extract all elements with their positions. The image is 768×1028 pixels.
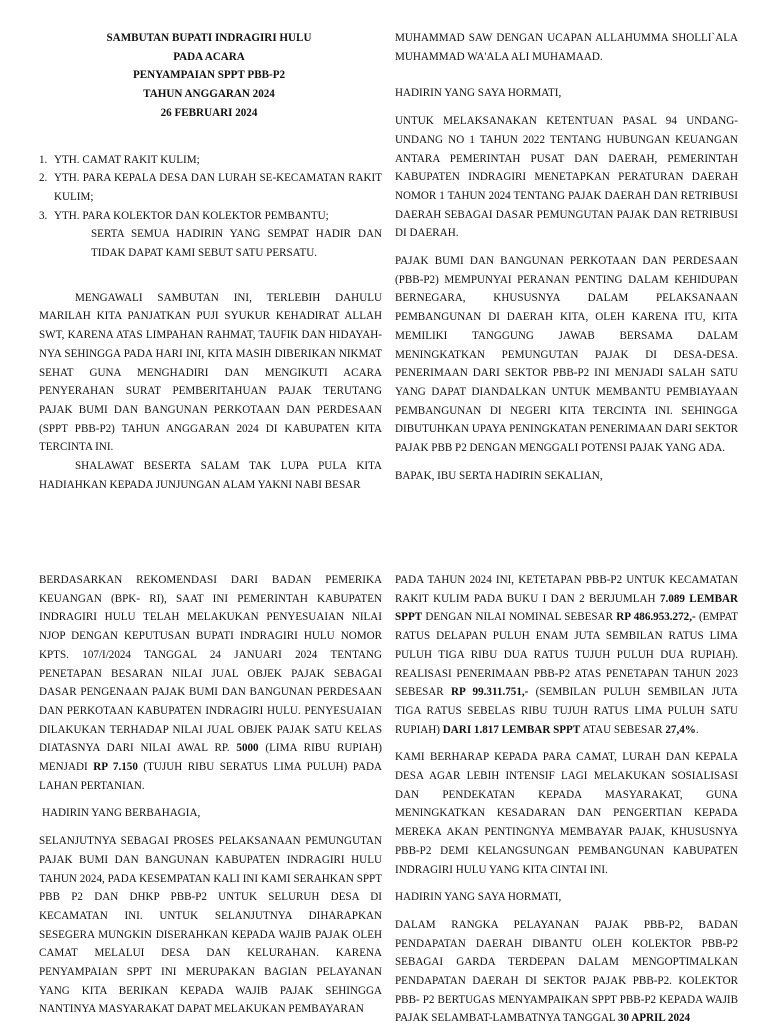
greeting-honored-2: HADIRIN YANG SAYA HORMATI, [395, 891, 562, 904]
recipient-item [39, 207, 382, 226]
page1-right-column [395, 29, 738, 485]
recipient-number: 1. [39, 153, 48, 166]
shalawat-paragraph: SHALAWAT BESERTA SALAM TAK LUPA PULA KITA HADIAHKAN KEPADA JUNJUNGAN ALAM YAKNI NABI BESAR [39, 460, 382, 491]
collector-text: DALAM RANGKA PELAYANAN PAJAK PBB-P2, BADAN PENDAPATAN DAERAH DIBANTU OLEH KOLEKTOR PBB-P2 SEBAGAI GARDA TERDEPAN DALAM MENGOPTIMALKAN PENDAPATAN DAERAH DI SEKTOR PAJAK PBB-P2. KOLEKTOR PBB- P2 BERTUGAS MENYAMPAIKAN SPPT PBB-P2 KEPADA WAJIB PAJAK SELAMBAT-LAMBATNYA TANGGAL [395, 918, 738, 1025]
assessment-text: (SEMBILAN PULUH SEMBILAN JUTA TIGA RATUS SEBELAS RIBU TUJUH RATUS LIMA PULUH SATU RUPIAH) [395, 686, 738, 736]
recipient-number: 3. [39, 209, 48, 222]
njop-text: (LIMA RIBU RUPIAH) MENJADI [39, 742, 382, 774]
speech-header [36, 29, 382, 123]
recipient-text: YTH. PARA KEPALA DESA DAN LURAH SE-KECAMATAN RAKIT KULIM; [54, 172, 382, 203]
header-line-3: PENYAMPAIAN SPPT PBB-P2 [132, 69, 286, 82]
deadline-date: 30 APRIL 2024 [617, 1012, 691, 1025]
recipient-text: YTH. PARA KOLEKTOR DAN KOLEKTOR PEMBANTU; [54, 209, 329, 222]
recipient-number: 2. [39, 172, 48, 185]
realization-sppt-count: DARI 1.817 LEMBAR SPPT [442, 723, 581, 736]
handover-paragraph: SELANJUTNYA SEBAGAI PROSES PELAKSANAAN PEMUNGUTAN PAJAK BUMI DAN BANGUNAN KABUPATEN INDRAGIRI HULU TAHUN 2024, PADA KESEMPATAN KALI INI KAMI SERAHKAN SPPT PBB P2 DAN DHKP PBB-P2 UNTUK SELURUH DESA DI KECAMATAN INI. UNTUK SELANJUTNYA DIHARAPKAN SESEGERA MUNGKIN DISERAHKAN KEPADA WAJIB PAJAK OLEH CAMAT MELALUI DESA DAN KELURAHAN. KARENA PENYAMPAIAN SPPT INI MERUPAKAN BAGIAN PELAYANAN YANG KITA BERIKAN KEPADA WAJIB PAJAK SEHINGGA NANTINYA MASYARAKAT DAPAT MELAKUKAN PEMBAYARAN [39, 835, 382, 1016]
header-line-5: 26 FEBRUARI 2024 [160, 106, 258, 119]
header-line-2: PADA ACARA [173, 50, 245, 63]
opening-paragraph: MENGAWALI SAMBUTAN INI, TERLEBIH DAHULU MARILAH KITA PANJATKAN PUJI SYUKUR KEHADIRAT ALLAH SWT, KARENA ATAS LIMPAHAN RAHMAT, TAUFIK DAN HIDAYAH-NYA SEHINGGA PADA HARI INI, KITA MASIH DIBERIKAN NIKMAT SEHAT GUNA MENGHADIRI DAN MENGIKUTI ACARA PENYERAHAN SURAT PEMBERITAHUAN PAJAK TERUTANG PAJAK BUMI DAN BANGUNAN PERKOTAAN DAN PERDESAAN (SPPT PBB-P2) TAHUN ANGGARAN 2024 DI KABUPATEN KITA TERCINTA INI. [39, 291, 382, 454]
njop-text: BERDASARKAN REKOMENDASI DARI BADAN PEMERIKA KEUANGAN (BPK- RI), SAAT INI PEMERINTAH KABUPATEN INDRAGIRI HULU TELAH MELAKUKAN PENYESUAIAN NILAI NJOP DENGAN KEPUTUSAN BUPATI INDRAGIRI HULU NOMOR KPTS. 107/I/2024 TANGGAL 24 JANUARI 2024 TENTANG PENETAPAN BESARAN NILAI JUAL OBJEK PAJAK SEBAGAI DASAR PENGENAAN PAJAK BUMI DAN BANGUNAN PERDESAAN DAN PERKOTAAN KABUPATEN INDRAGIRI HULU. PENYESUAIAN DILAKUKAN TERHADAP NILAI JUAL OBJEK PAJAK SATU KELAS DIATASNYA DARI NILAI AWAL RP. [39, 574, 382, 755]
hope-paragraph: KAMI BERHARAP KEPADA PARA CAMAT, LURAH DAN KEPALA DESA AGAR LEBIH INTENSIF LAGI MELAKUKAN SOSIALISASI DAN PENDEKATAN KEPADA MASYARAKAT, GUNA MENINGKATKAN KESADARAN DAN PENGERTIAN KEPADA MEREKA AKAN PENTINGNYA MEMBAYAR PAJAK, KHUSUSNYA PBB-P2 DEMI KELANGSUNGAN PEMBANGUNAN KABUPATEN INDRAGIRI HULU YANG KITA CINTAI INI. [395, 751, 738, 876]
realization-value: RP 99.311.751,- [451, 686, 529, 699]
njop-text: (TUJUH RIBU SERATUS LIMA PULUH) PADA LAHAN PERTANIAN. [39, 761, 382, 792]
greeting-honored: HADIRIN YANG SAYA HORMATI, [395, 87, 562, 100]
assessment-text: . [695, 723, 699, 736]
recipient-list [39, 151, 382, 226]
header-line-4: TAHUN ANGGARAN 2024 [143, 88, 275, 101]
page2-left-column [39, 571, 382, 1019]
header-line-1: SAMBUTAN BUPATI INDRAGIRI HULU [106, 32, 312, 44]
collector-paragraph [395, 916, 738, 1028]
pbb-importance-paragraph: PAJAK BUMI DAN BANGUNAN PERKOTAAN DAN PERDESAAN (PBB-P2) MEMPUNYAI PERANAN PENTING DALAM KEHIDUPAN BERNEGARA, KHUSUSNYA DALAM PELAKSANAAN PEMBANGUNAN DI DAERAH KITA, OLEH KARENA ITU, KITA MEMILIKI TANGGUNG JAWAB BERSAMA DALAM MENINGKATKAN PEMUNGUTAN PAJAK DI DESA-DESA. PENERIMAAN DARI SEKTOR PBB-P2 INI MENJADI SALAH SATU YANG DAPAT DIANDALKAN UNTUK MEMBANTU PEMBIAYAAN PEMBANGUNAN DI NEGERI KITA TERCINTA INI. SEHINGGA DIBUTUHKAN UPAYA PENINGKATAN PENERIMAAN DARI SEKTOR PAJAK PBB P2 DENGAN MENGGALI POTENSI PAJAK YANG ADA. [395, 255, 738, 455]
recipient-item [39, 151, 382, 170]
recipient-text: YTH. CAMAT RAKIT KULIM; [54, 153, 200, 166]
sppt-count: 7.089 LEMBAR SPPT [395, 592, 738, 624]
assessment-text: (EMPAT RATUS DELAPAN PULUH ENAM JUTA SEMBILAN RATUS LIMA PULUH TIGA RIBU DUA RATUS TUJUH PULUH DUA RUPIAH). REALISASI PENERIMAAN PBB-P2 ATAS PENETAPAN TAHUN 2023 SEBESAR [395, 611, 739, 699]
assessment-text: ATAU SEBESAR [580, 723, 666, 736]
nominal-value: RP 486.953.272,- [616, 611, 696, 624]
greeting-audience: BAPAK, IBU SERTA HADIRIN SEKALIAN, [395, 469, 603, 482]
njop-paragraph [39, 571, 382, 795]
assessment-text: PADA TAHUN 2024 INI, KETETAPAN PBB-P2 UNTUK KECAMATAN RAKIT KULIM PADA BUKU I DAN 2 BERJUMLAH [395, 574, 738, 605]
page2-right-column [395, 571, 738, 1028]
realization-percent: 27,4% [665, 723, 696, 736]
page1-left-column [39, 29, 382, 494]
regulation-paragraph: UNTUK MELAKSANAKAN KETENTUAN PASAL 94 UNDANG-UNDANG NO 1 TAHUN 2022 TENTANG HUBUNGAN KEUANGAN ANTARA PEMERINTAH PUSAT DAN DAERAH, PEMERINTAH KABUPATEN INDRAGIRI MENETAPKAN PERATURAN DAERAH NOMOR 1 TAHUN 2024 TENTANG PAJAK DAERAH DAN RETRIBUSI DAERAH SEBAGAI DASAR PEMUNGUTAN PAJAK DAN RETRIBUSI DI DAERAH. [395, 115, 738, 240]
recipient-item [39, 169, 382, 206]
njop-old-value: 5000 [236, 742, 259, 755]
recipients-continuation: SERTA SEMUA HADIRIN YANG SEMPAT HADIR DAN TIDAK DAPAT KAMI SEBUT SATU PERSATU. [91, 228, 382, 260]
greeting-blessed: HADIRIN YANG BERBAHAGIA, [42, 807, 201, 820]
shalawat-continuation: MUHAMMAD SAW DENGAN UCAPAN ALLAHUMMA SHOLLI`ALA MUHAMMAD WA'ALA ALI MUHAMAAD. [395, 32, 738, 63]
njop-new-value: RP 7.150 [93, 761, 138, 774]
assessment-text: DENGAN NILAI NOMINAL SEBESAR [422, 611, 617, 624]
assessment-paragraph [395, 571, 738, 739]
